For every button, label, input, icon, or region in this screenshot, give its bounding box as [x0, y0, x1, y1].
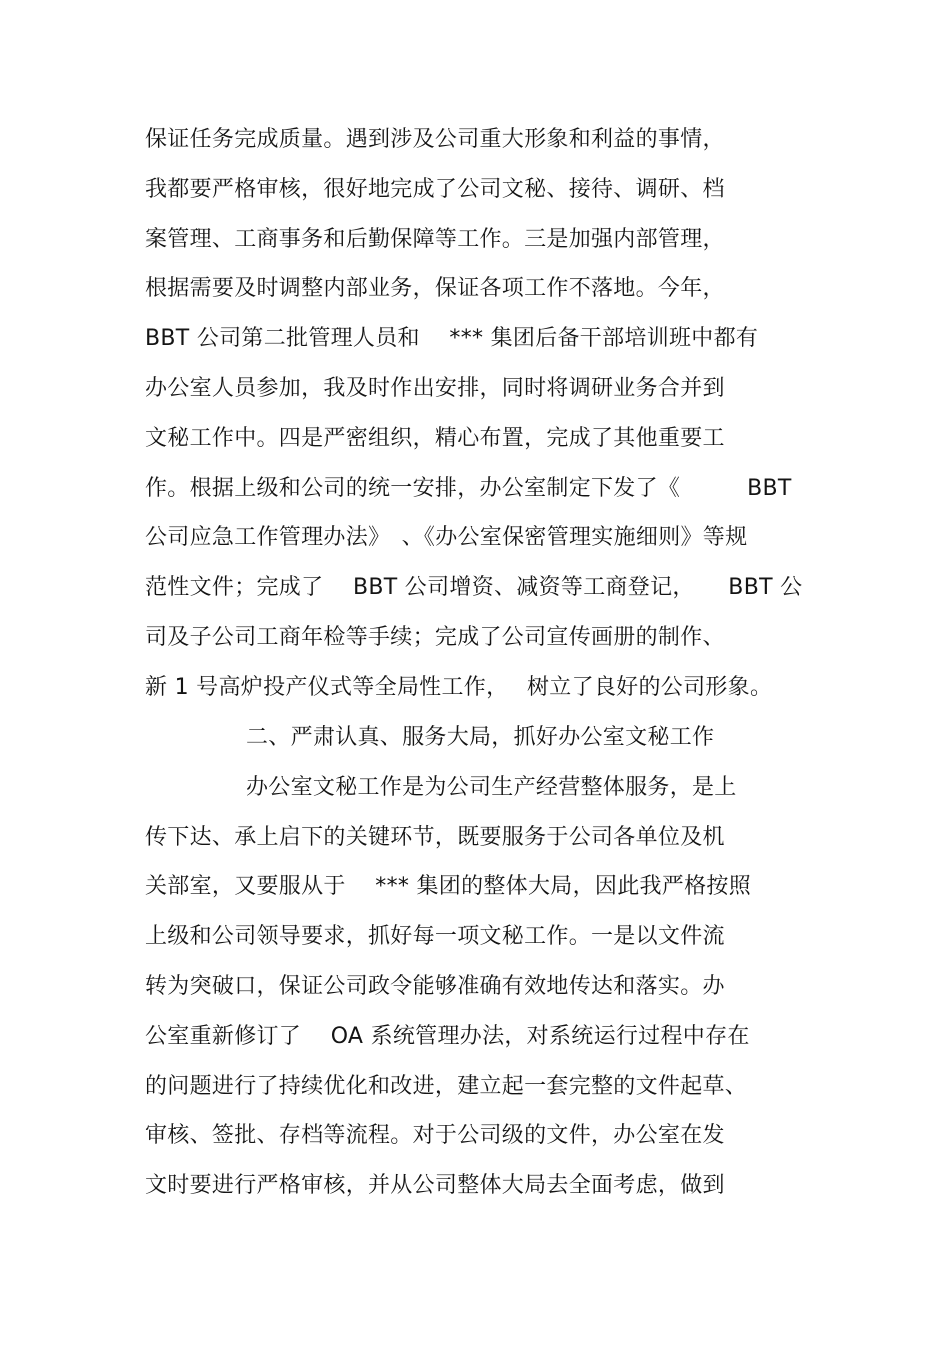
paragraph-2-line-3: 关部室，又要服从于 *** 集团的整体大局，因此我严格按照 — [145, 874, 751, 899]
paragraph-1-line-9: 公司应急工作管理办法》 、《办公室保密管理实施细则》等规 — [145, 525, 748, 550]
paragraph-1-line-4: 根据需要及时调整内部业务，保证各项工作不落地。今年， — [145, 276, 725, 301]
paragraph-2-line-6: 公室重新修订了 OA 系统管理办法，对系统运行过程中存在 — [145, 1024, 750, 1049]
paragraph-1-line-11: 司及子公司工商年检等手续；完成了公司宣传画册的制作、 — [145, 625, 725, 650]
paragraph-1-line-2: 我都要严格审核，很好地完成了公司文秘、接待、调研、档 — [145, 177, 725, 202]
paragraph-2-line-4: 上级和公司领导要求，抓好每一项文秘工作。一是以文件流 — [145, 924, 725, 949]
paragraph-1-line-10: 范性文件；完成了 BBT 公司增资、减资等工商登记， BBT 公 — [145, 575, 803, 600]
section-heading: 二、严肃认真、服务大局，抓好办公室文秘工作 — [246, 725, 715, 750]
paragraph-1-line-1: 保证任务完成质量。遇到涉及公司重大形象和利益的事情， — [145, 127, 725, 152]
paragraph-1-line-3: 案管理、工商事务和后勤保障等工作。三是加强内部管理， — [145, 227, 725, 252]
paragraph-2-line-5: 转为突破口，保证公司政令能够准确有效地传达和落实。办 — [145, 974, 725, 999]
paragraph-1-line-7: 文秘工作中。四是严密组织，精心布置，完成了其他重要工 — [145, 426, 725, 451]
paragraph-1-line-8: 作。根据上级和公司的统一安排，办公室制定下发了《 BBT — [145, 476, 792, 501]
paragraph-1-line-5: BBT 公司第二批管理人员和 *** 集团后备干部培训班中都有 — [145, 326, 759, 351]
paragraph-2-line-8: 审核、签批、存档等流程。对于公司级的文件，办公室在发 — [145, 1123, 725, 1148]
paragraph-2-line-1: 办公室文秘工作是为公司生产经营整体服务，是上 — [246, 775, 737, 800]
paragraph-2-line-9: 文时要进行严格审核，并从公司整体大局去全面考虑，做到 — [145, 1173, 725, 1198]
paragraph-2-line-2: 传下达、承上启下的关键环节，既要服务于公司各单位及机 — [145, 825, 725, 850]
paragraph-2-line-7: 的问题进行了持续优化和改进，建立起一套完整的文件起草、 — [145, 1074, 748, 1099]
paragraph-1-line-12: 新 1 号高炉投产仪式等全局性工作， 树立了良好的公司形象。 — [145, 675, 773, 700]
paragraph-1-line-6: 办公室人员参加，我及时作出安排，同时将调研业务合并到 — [145, 376, 725, 401]
